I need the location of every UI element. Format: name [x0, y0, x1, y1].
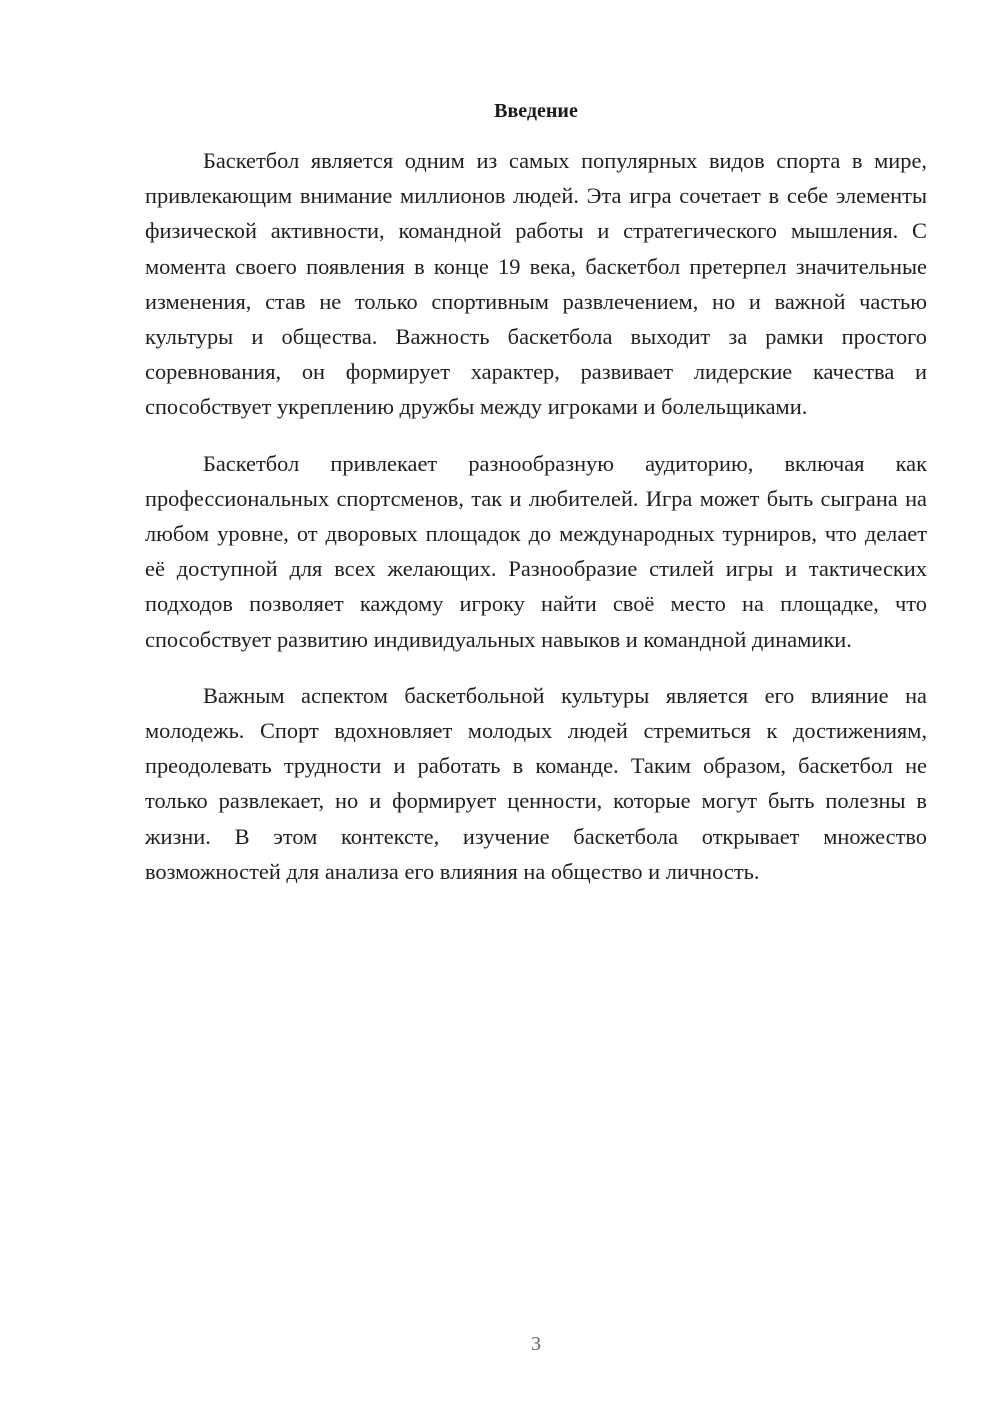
- page-title: Введение: [494, 100, 578, 122]
- paragraph-3: Важным аспектом баскетбольной культуры является его влияние на молодежь. Спорт вдохновляет молодых людей стремиться к достижениям, преодолевать трудности и работать в команде. Таким образом, баскетбол не только развлекает, но и формирует ценности, которые могут быть полезны в жизни. В этом контексте, изучение баскетбола открывает множество возможностей для анализа его влияния на общество и личность.: [145, 682, 927, 884]
- paragraph-1: Баскетбол является одним из самых популярных видов спорта в мире, привлекающим внимание миллионов людей. Эта игра сочетает в себе элементы физической активности, командной работы и стратегического мышления. С момента своего появления в конце 19 века, баскетбол претерпел значительные изменения, став не только спортивным развлечением, но и важной частью культуры и общества. Важность баскетбола выходит за рамки простого соревнования, он формирует характер, развивает лидерские качества и способствует укреплению дружбы между игроками и болельщиками.: [145, 148, 927, 420]
- page-number: 3: [531, 1333, 541, 1355]
- document-body: [145, 143, 927, 910]
- paragraph-2: Баскетбол привлекает разнообразную аудиторию, включая как профессиональных спортсменов, так и любителей. Игра может быть сыграна на любом уровне, от дворовых площадок до международных турниров, что делает её доступной для всех желающих. Разнообразие стилей игры и тактических подходов позволяет каждому игроку найти своё место на площадке, что способствует развитию индивидуальных навыков и командной динамики.: [145, 450, 927, 652]
- heading-container: [145, 97, 927, 125]
